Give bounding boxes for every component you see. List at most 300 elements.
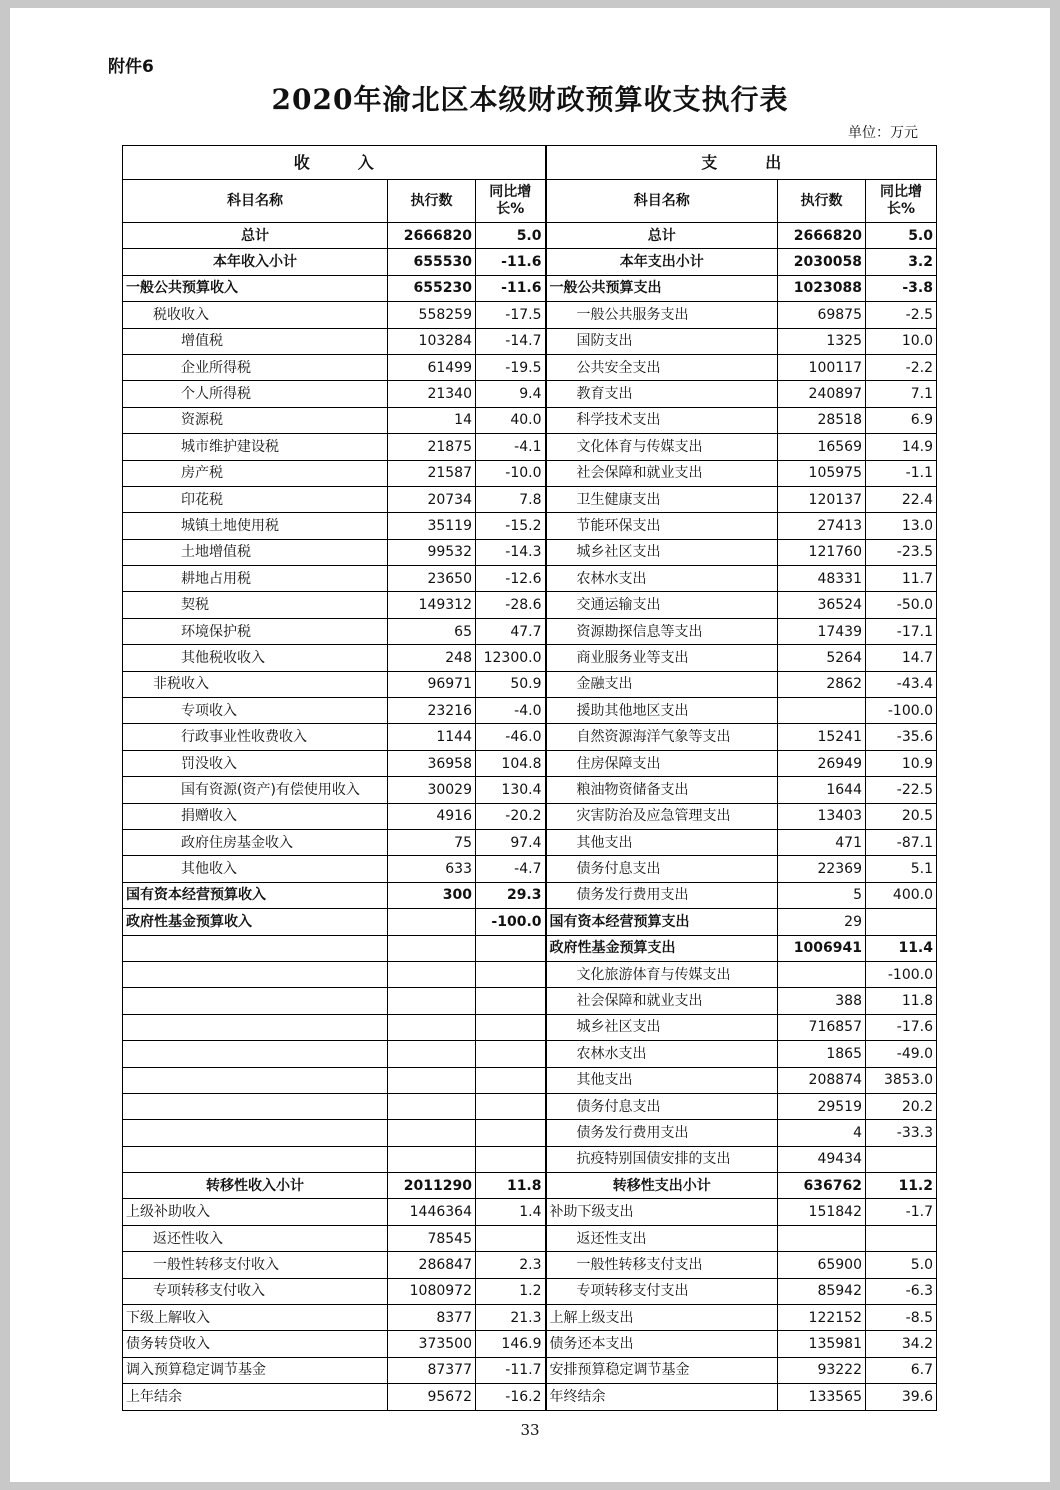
table-row (123, 618, 937, 644)
income-item-name: 罚没收入 (123, 750, 388, 776)
expense-change-value: -50.0 (866, 592, 937, 618)
expense-change-value: -17.1 (866, 618, 937, 644)
expense-item-name: 节能环保支出 (546, 513, 778, 539)
table-row (123, 1067, 937, 1093)
expense-change-value: -1.7 (866, 1199, 937, 1225)
table-row (123, 856, 937, 882)
income-change-value: -19.5 (476, 354, 546, 380)
income-change-value (476, 935, 546, 961)
income-exec-value (388, 1093, 476, 1119)
income-exec-value: 36958 (388, 750, 476, 776)
expense-item-name: 一般公共预算支出 (546, 275, 778, 301)
expense-item-name: 专项转移支付支出 (546, 1278, 778, 1304)
expense-exec-value: 135981 (778, 1331, 866, 1357)
expense-exec-value: 22369 (778, 856, 866, 882)
expense-exec-value: 636762 (778, 1173, 866, 1199)
expense-exec-value: 48331 (778, 566, 866, 592)
expense-item-name: 国防支出 (546, 328, 778, 354)
expense-exec-value: 151842 (778, 1199, 866, 1225)
income-item-name: 捐赠收入 (123, 803, 388, 829)
income-change-value: -100.0 (476, 909, 546, 935)
expense-exec-value: 133565 (778, 1384, 866, 1410)
income-exec-value: 21587 (388, 460, 476, 486)
income-change-value: 12300.0 (476, 645, 546, 671)
table-row (123, 1305, 937, 1331)
expense-change-value: 14.7 (866, 645, 937, 671)
expense-item-name: 其他支出 (546, 829, 778, 855)
expense-change-value: 10.9 (866, 750, 937, 776)
expense-change-value: 11.2 (866, 1173, 937, 1199)
expense-item-name: 其他支出 (546, 1067, 778, 1093)
attachment-label: 附件6 (108, 57, 154, 77)
expense-exec-value: 2862 (778, 671, 866, 697)
expense-item-name: 灾害防治及应急管理支出 (546, 803, 778, 829)
income-change-value (476, 1120, 546, 1146)
income-exec-value: 14 (388, 407, 476, 433)
expense-item-name: 城乡社区支出 (546, 1014, 778, 1040)
expense-exec-value (778, 1225, 866, 1251)
income-exec-value: 633 (388, 856, 476, 882)
expense-item-name: 上解上级支出 (546, 1305, 778, 1331)
expense-exec-value: 85942 (778, 1278, 866, 1304)
expense-change-value: 10.0 (866, 328, 937, 354)
expense-exec-value (778, 698, 866, 724)
income-item-name: 一般公共预算收入 (123, 275, 388, 301)
table-row (123, 223, 937, 249)
income-item-name: 环境保护税 (123, 618, 388, 644)
income-exec-value: 2011290 (388, 1173, 476, 1199)
expense-exec-value: 5264 (778, 645, 866, 671)
income-exec-value: 87377 (388, 1357, 476, 1383)
income-exec-value: 1080972 (388, 1278, 476, 1304)
expense-item-name: 一般性转移支付支出 (546, 1252, 778, 1278)
expense-exec-value: 29519 (778, 1093, 866, 1119)
expense-change-value: 11.4 (866, 935, 937, 961)
expense-exec-value: 29 (778, 909, 866, 935)
income-change-value: 29.3 (476, 882, 546, 908)
income-change-value: 47.7 (476, 618, 546, 644)
income-change-value: 2.3 (476, 1252, 546, 1278)
income-exec-value: 103284 (388, 328, 476, 354)
expense-item-name: 农林水支出 (546, 566, 778, 592)
income-item-name (123, 1120, 388, 1146)
income-change-value (476, 1041, 546, 1067)
income-item-name (123, 1067, 388, 1093)
table-row (123, 1120, 937, 1146)
income-item-name (123, 935, 388, 961)
expense-item-name: 政府性基金预算支出 (546, 935, 778, 961)
income-change-value: -4.7 (476, 856, 546, 882)
income-item-name: 个人所得税 (123, 381, 388, 407)
expense-exec-value: 4 (778, 1120, 866, 1146)
income-exec-value: 21340 (388, 381, 476, 407)
income-item-name: 转移性收入小计 (123, 1173, 388, 1199)
table-row (123, 961, 937, 987)
income-change-value: -28.6 (476, 592, 546, 618)
income-exec-value: 35119 (388, 513, 476, 539)
expense-change-value: 3853.0 (866, 1067, 937, 1093)
table-row (123, 566, 937, 592)
income-change-value: 1.4 (476, 1199, 546, 1225)
income-change-value: -12.6 (476, 566, 546, 592)
income-exec-value (388, 1041, 476, 1067)
income-item-name: 政府性基金预算收入 (123, 909, 388, 935)
table-row (123, 302, 937, 328)
table-row (123, 698, 937, 724)
income-item-name: 城镇土地使用税 (123, 513, 388, 539)
income-exec-value: 65 (388, 618, 476, 644)
table-row (123, 1173, 937, 1199)
table-row (123, 592, 937, 618)
income-exec-value: 96971 (388, 671, 476, 697)
income-col-exec-header: 执行数 (388, 180, 476, 223)
expense-change-value: 5.0 (866, 1252, 937, 1278)
expense-change-value: -2.2 (866, 354, 937, 380)
table-row (123, 328, 937, 354)
expense-exec-value: 27413 (778, 513, 866, 539)
expense-change-value: 5.1 (866, 856, 937, 882)
income-exec-value: 78545 (388, 1225, 476, 1251)
expense-exec-value: 100117 (778, 354, 866, 380)
expense-item-name: 粮油物资储备支出 (546, 777, 778, 803)
income-item-name: 返还性收入 (123, 1225, 388, 1251)
document-page (10, 8, 1050, 1482)
table-row (123, 803, 937, 829)
income-item-name (123, 1146, 388, 1172)
income-item-name (123, 1014, 388, 1040)
expense-change-value: -17.6 (866, 1014, 937, 1040)
income-item-name: 上年结余 (123, 1384, 388, 1410)
table-row (123, 1331, 937, 1357)
table-row (123, 645, 937, 671)
expense-exec-value: 65900 (778, 1252, 866, 1278)
expense-item-name: 商业服务业等支出 (546, 645, 778, 671)
income-change-value: -4.1 (476, 434, 546, 460)
expense-item-name: 总计 (546, 223, 778, 249)
income-change-value: 97.4 (476, 829, 546, 855)
income-exec-value: 558259 (388, 302, 476, 328)
table-row (123, 1384, 937, 1410)
income-item-name: 其他收入 (123, 856, 388, 882)
expense-exec-value: 28518 (778, 407, 866, 433)
table-row (123, 935, 937, 961)
expense-item-name: 年终结余 (546, 1384, 778, 1410)
expense-item-name: 文化旅游体育与传媒支出 (546, 961, 778, 987)
income-change-value: -15.2 (476, 513, 546, 539)
column-header-row (123, 180, 937, 223)
expense-change-value: 7.1 (866, 381, 937, 407)
income-change-value (476, 1225, 546, 1251)
expense-exec-value: 13403 (778, 803, 866, 829)
expense-exec-value: 1644 (778, 777, 866, 803)
expense-change-value: 34.2 (866, 1331, 937, 1357)
income-change-value: 9.4 (476, 381, 546, 407)
expense-item-name: 债务付息支出 (546, 856, 778, 882)
income-exec-value: 99532 (388, 539, 476, 565)
unit-label: 单位：万元 (848, 125, 918, 141)
income-exec-value: 655230 (388, 275, 476, 301)
income-section-header: 收 入 (123, 146, 546, 180)
expense-exec-value: 16569 (778, 434, 866, 460)
expense-change-value: -87.1 (866, 829, 937, 855)
expense-change-value: -8.5 (866, 1305, 937, 1331)
income-change-value: 1.2 (476, 1278, 546, 1304)
income-item-name: 行政事业性收费收入 (123, 724, 388, 750)
expense-exec-value: 36524 (778, 592, 866, 618)
table-row (123, 909, 937, 935)
income-change-value: 50.9 (476, 671, 546, 697)
income-exec-value: 20734 (388, 486, 476, 512)
expense-change-value: -49.0 (866, 1041, 937, 1067)
expense-section-header: 支 出 (546, 146, 937, 180)
expense-change-value: -3.8 (866, 275, 937, 301)
table-row (123, 1278, 937, 1304)
income-change-value: 5.0 (476, 223, 546, 249)
table-row (123, 1225, 937, 1251)
income-exec-value: 75 (388, 829, 476, 855)
table-row (123, 777, 937, 803)
table-row (123, 1014, 937, 1040)
income-change-value (476, 988, 546, 1014)
expense-change-value: -43.4 (866, 671, 937, 697)
expense-exec-value: 122152 (778, 1305, 866, 1331)
income-item-name: 增值税 (123, 328, 388, 354)
table-row (123, 486, 937, 512)
expense-exec-value: 1325 (778, 328, 866, 354)
table-row (123, 539, 937, 565)
expense-change-value: 13.0 (866, 513, 937, 539)
table-row (123, 1093, 937, 1119)
expense-change-value: 20.5 (866, 803, 937, 829)
income-exec-value: 4916 (388, 803, 476, 829)
income-item-name: 下级上解收入 (123, 1305, 388, 1331)
income-item-name: 政府住房基金收入 (123, 829, 388, 855)
expense-exec-value: 240897 (778, 381, 866, 407)
expense-change-value: 14.9 (866, 434, 937, 460)
expense-change-value (866, 1146, 937, 1172)
expense-change-value (866, 909, 937, 935)
budget-table (122, 145, 937, 1411)
table-row (123, 1357, 937, 1383)
income-item-name (123, 961, 388, 987)
expense-item-name: 自然资源海洋气象等支出 (546, 724, 778, 750)
expense-change-value: 400.0 (866, 882, 937, 908)
income-item-name: 债务转贷收入 (123, 1331, 388, 1357)
expense-item-name: 教育支出 (546, 381, 778, 407)
income-item-name: 城市维护建设税 (123, 434, 388, 460)
expense-exec-value: 17439 (778, 618, 866, 644)
expense-exec-value: 49434 (778, 1146, 866, 1172)
income-change-value: -11.6 (476, 275, 546, 301)
expense-item-name: 文化体育与传媒支出 (546, 434, 778, 460)
income-item-name: 总计 (123, 223, 388, 249)
expense-change-value: -6.3 (866, 1278, 937, 1304)
income-item-name: 土地增值税 (123, 539, 388, 565)
expense-change-value: 6.7 (866, 1357, 937, 1383)
expense-change-value: -35.6 (866, 724, 937, 750)
expense-item-name: 安排预算稳定调节基金 (546, 1357, 778, 1383)
income-exec-value: 23650 (388, 566, 476, 592)
income-change-value: -16.2 (476, 1384, 546, 1410)
income-exec-value: 61499 (388, 354, 476, 380)
income-exec-value: 8377 (388, 1305, 476, 1331)
income-exec-value: 2666820 (388, 223, 476, 249)
expense-item-name: 城乡社区支出 (546, 539, 778, 565)
income-exec-value (388, 909, 476, 935)
expense-item-name: 住房保障支出 (546, 750, 778, 776)
expense-item-name: 本年支出小计 (546, 249, 778, 275)
expense-item-name: 债务还本支出 (546, 1331, 778, 1357)
expense-exec-value: 716857 (778, 1014, 866, 1040)
income-exec-value: 655530 (388, 249, 476, 275)
expense-exec-value: 93222 (778, 1357, 866, 1383)
expense-change-value: 11.8 (866, 988, 937, 1014)
expense-item-name: 一般公共服务支出 (546, 302, 778, 328)
income-change-value: -11.6 (476, 249, 546, 275)
income-change-value (476, 1146, 546, 1172)
expense-exec-value: 5 (778, 882, 866, 908)
table-row (123, 724, 937, 750)
income-exec-value (388, 961, 476, 987)
expense-item-name: 债务发行费用支出 (546, 882, 778, 908)
table-row (123, 275, 937, 301)
expense-change-value: 39.6 (866, 1384, 937, 1410)
income-exec-value (388, 1120, 476, 1146)
expense-change-value: 5.0 (866, 223, 937, 249)
table-row (123, 249, 937, 275)
table-row (123, 988, 937, 1014)
expense-exec-value: 388 (778, 988, 866, 1014)
income-change-value: -14.3 (476, 539, 546, 565)
page-title: 2020年渝北区本级财政预算收支执行表 (271, 83, 789, 116)
income-exec-value: 23216 (388, 698, 476, 724)
income-item-name: 一般性转移支付收入 (123, 1252, 388, 1278)
expense-exec-value: 2666820 (778, 223, 866, 249)
expense-exec-value: 208874 (778, 1067, 866, 1093)
expense-col-change-header: 同比增长% (866, 180, 937, 223)
expense-change-value: -23.5 (866, 539, 937, 565)
table-row (123, 829, 937, 855)
income-item-name (123, 1093, 388, 1119)
income-item-name: 房产税 (123, 460, 388, 486)
income-change-value: -20.2 (476, 803, 546, 829)
income-exec-value: 149312 (388, 592, 476, 618)
income-item-name: 专项转移支付收入 (123, 1278, 388, 1304)
income-item-name (123, 1041, 388, 1067)
expense-col-exec-header: 执行数 (778, 180, 866, 223)
expense-exec-value: 69875 (778, 302, 866, 328)
income-change-value: 40.0 (476, 407, 546, 433)
expense-item-name: 科学技术支出 (546, 407, 778, 433)
table-row (123, 882, 937, 908)
income-item-name: 税收收入 (123, 302, 388, 328)
expense-item-name: 援助其他地区支出 (546, 698, 778, 724)
income-change-value (476, 1093, 546, 1119)
income-item-name: 国有资源(资产)有偿使用收入 (123, 777, 388, 803)
income-item-name: 耕地占用税 (123, 566, 388, 592)
table-row (123, 434, 937, 460)
income-exec-value: 300 (388, 882, 476, 908)
expense-item-name: 金融支出 (546, 671, 778, 697)
expense-col-name-header: 科目名称 (546, 180, 778, 223)
expense-change-value: 3.2 (866, 249, 937, 275)
income-exec-value: 1144 (388, 724, 476, 750)
income-change-value: -10.0 (476, 460, 546, 486)
income-change-value: 130.4 (476, 777, 546, 803)
income-change-value: 146.9 (476, 1331, 546, 1357)
expense-exec-value: 2030058 (778, 249, 866, 275)
expense-change-value: 22.4 (866, 486, 937, 512)
income-col-change-header: 同比增长% (476, 180, 546, 223)
expense-change-value: 11.7 (866, 566, 937, 592)
expense-item-name: 转移性支出小计 (546, 1173, 778, 1199)
income-exec-value: 21875 (388, 434, 476, 460)
table-row (123, 1199, 937, 1225)
income-item-name: 印花税 (123, 486, 388, 512)
expense-item-name: 抗疫特别国债安排的支出 (546, 1146, 778, 1172)
income-exec-value (388, 1146, 476, 1172)
income-item-name: 专项收入 (123, 698, 388, 724)
table-row (123, 407, 937, 433)
income-col-name-header: 科目名称 (123, 180, 388, 223)
table-row (123, 1146, 937, 1172)
expense-change-value: -100.0 (866, 698, 937, 724)
expense-change-value: -100.0 (866, 961, 937, 987)
expense-exec-value: 471 (778, 829, 866, 855)
expense-exec-value: 15241 (778, 724, 866, 750)
income-item-name (123, 988, 388, 1014)
income-item-name: 调入预算稳定调节基金 (123, 1357, 388, 1383)
table-row (123, 354, 937, 380)
expense-exec-value (778, 961, 866, 987)
income-item-name: 国有资本经营预算收入 (123, 882, 388, 908)
income-change-value: 11.8 (476, 1173, 546, 1199)
income-exec-value: 373500 (388, 1331, 476, 1357)
expense-item-name: 补助下级支出 (546, 1199, 778, 1225)
expense-change-value: -33.3 (866, 1120, 937, 1146)
expense-item-name: 社会保障和就业支出 (546, 460, 778, 486)
income-exec-value (388, 1014, 476, 1040)
expense-item-name: 卫生健康支出 (546, 486, 778, 512)
income-change-value: -17.5 (476, 302, 546, 328)
income-exec-value (388, 988, 476, 1014)
income-item-name: 资源税 (123, 407, 388, 433)
expense-change-value (866, 1225, 937, 1251)
expense-change-value: -1.1 (866, 460, 937, 486)
expense-item-name: 公共安全支出 (546, 354, 778, 380)
expense-change-value: 20.2 (866, 1093, 937, 1119)
income-change-value: -11.7 (476, 1357, 546, 1383)
expense-item-name: 国有资本经营预算支出 (546, 909, 778, 935)
expense-exec-value: 26949 (778, 750, 866, 776)
income-exec-value: 248 (388, 645, 476, 671)
table-row (123, 671, 937, 697)
expense-exec-value: 1023088 (778, 275, 866, 301)
income-change-value: -4.0 (476, 698, 546, 724)
table-row (123, 513, 937, 539)
expense-item-name: 返还性支出 (546, 1225, 778, 1251)
expense-change-value: -22.5 (866, 777, 937, 803)
expense-item-name: 社会保障和就业支出 (546, 988, 778, 1014)
income-change-value: -14.7 (476, 328, 546, 354)
income-item-name: 上级补助收入 (123, 1199, 388, 1225)
expense-change-value: 6.9 (866, 407, 937, 433)
income-exec-value: 286847 (388, 1252, 476, 1278)
expense-change-value: -2.5 (866, 302, 937, 328)
table-row (123, 460, 937, 486)
table-row (123, 1252, 937, 1278)
income-change-value (476, 1014, 546, 1040)
